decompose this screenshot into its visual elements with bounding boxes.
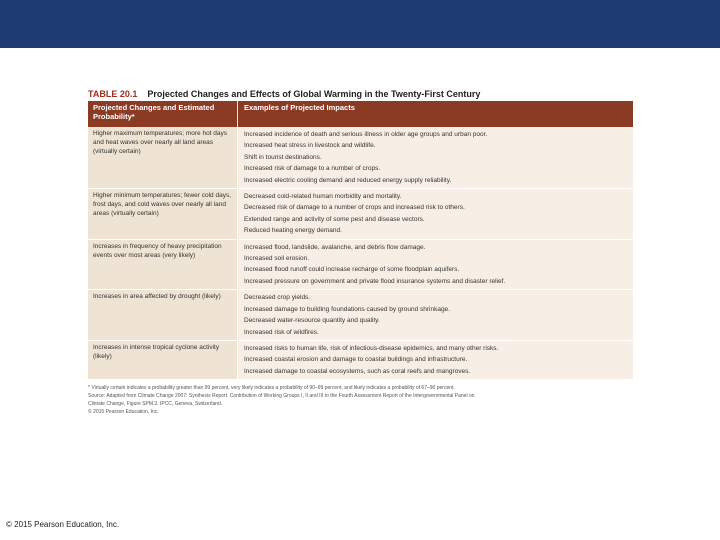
impact-item: Decreased risk of damage to a number of crops and increased risk to others.: [244, 204, 465, 212]
table-notes: [88, 385, 633, 416]
impact-item: Decreased water-resource quantity and quality.: [244, 317, 380, 325]
projected-change-cell: Higher maximum temperatures; more hot days and heat waves over nearly all land areas (virtually certain): [88, 127, 238, 188]
table-title-text: Projected Changes and Effects of Global Warming in the Twenty-First Century: [147, 89, 481, 99]
table-header: [88, 101, 633, 127]
impacts-cell: [238, 189, 633, 239]
slide-copyright: © 2015 Pearson Education, Inc.: [6, 520, 120, 529]
impacts-cell: [238, 290, 633, 340]
impact-item: Shift in tourist destinations.: [244, 153, 322, 161]
impact-item: Increased incidence of death and serious illness in older age groups and urban poor.: [244, 131, 488, 138]
impact-item: Decreased crop yields.: [244, 294, 311, 302]
header-bar: [0, 0, 720, 48]
column-header-changes: Projected Changes and Estimated Probability*: [88, 101, 238, 127]
source-note: Source: Adapted from Climate Change 2007: Synthesis Report. Contribution of Working Groups I, II and III to the Fourth Assessment Report of the Intergovernmental Panel on: [88, 392, 475, 399]
impact-item: Extended range and activity of some pest and disease vectors.: [244, 215, 425, 223]
table-row: [88, 290, 633, 341]
projected-change-cell: Increases in intense tropical cyclone activity (likely): [88, 341, 238, 379]
impact-item: Increased pressure on government and private flood insurance systems and disaster relief.: [244, 277, 506, 285]
impact-item: Increased flood runoff could increase recharge of some floodplain aquifers.: [244, 266, 460, 274]
projected-change-cell: Increases in frequency of heavy precipitation events over most areas (very likely): [88, 240, 238, 290]
impact-item: Increased heat stress in livestock and wildlife.: [244, 142, 376, 150]
table-title: [88, 88, 633, 101]
impact-item: Increased soil erosion.: [244, 255, 310, 263]
impact-item: Increased coastal erosion and damage to coastal buildings and infrastructure.: [244, 356, 468, 364]
table-figure: [88, 88, 633, 416]
impact-item: Increased flood, landslide, avalanche, and debris flow damage.: [244, 243, 426, 251]
table-row: [88, 127, 633, 189]
impact-item: Increased electric cooling demand and reduced energy supply reliability.: [244, 176, 452, 184]
impact-item: Reduced heating energy demand.: [244, 227, 342, 235]
table-number: TABLE 20.1: [88, 89, 138, 99]
impact-item: Increased risk of wildfires.: [244, 328, 319, 336]
probability-footnote: * Virtually certain indicates a probability greater than 99 percent, very likely indicates a probability of 90–99 percent, and likely indicates a probability of 67–90 percent.: [88, 385, 455, 392]
source-note-continued: Climate Change, Figure SPM.3. IPCC, Geneva, Switzerland.: [88, 400, 223, 407]
impacts-cell: [238, 240, 633, 290]
impact-item: Increased damage to building foundations caused by ground shrinkage.: [244, 305, 450, 313]
projected-change-cell: Higher minimum temperatures; fewer cold days, frost days, and cold waves over nearly all land areas (virtually certain): [88, 189, 238, 239]
impacts-cell: [238, 341, 633, 379]
projected-change-cell: Increases in area affected by drought (likely): [88, 290, 238, 340]
table-row: [88, 189, 633, 240]
table-row: [88, 341, 633, 380]
column-header-impacts: Examples of Projected Impacts: [244, 103, 355, 112]
impact-item: Increased damage to coastal ecosystems, such as coral reefs and mangroves.: [244, 367, 471, 375]
table-row: [88, 240, 633, 291]
impact-item: Decreased cold-related human morbidity and mortality.: [244, 193, 402, 201]
impact-item: Increased risk of damage to a number of crops.: [244, 165, 381, 173]
impact-item: Increased risks to human life, risk of infectious-disease epidemics, and many other risks.: [244, 344, 499, 352]
impacts-cell: [238, 127, 633, 188]
table-copyright: © 2015 Pearson Education, Inc.: [88, 408, 159, 415]
